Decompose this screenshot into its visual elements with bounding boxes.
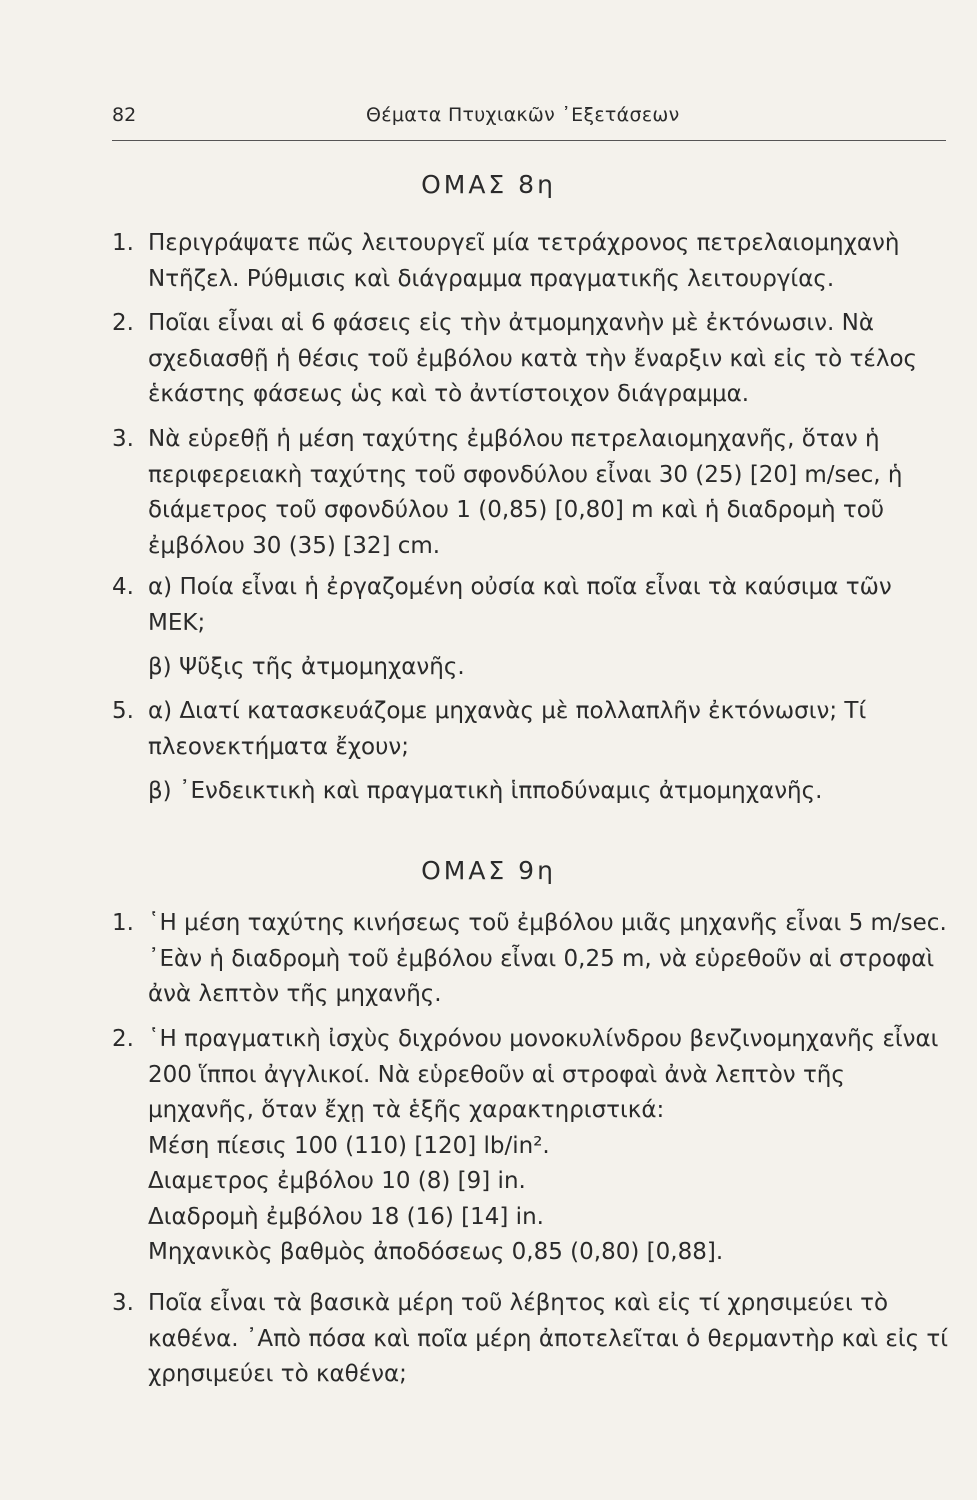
question-text: Περιγράψατε πῶς λειτουργεῖ μία τετράχρονος πετρελαιομηχανὴ Ντῆζελ. Ρύθμισις καὶ διάγραμμα πραγματικῆς λειτουργίας.	[148, 230, 900, 292]
question-number: 1.	[112, 230, 134, 256]
spec-line: Διαμετρος ἐμβόλου 10 (8) [9] in.	[148, 1168, 526, 1194]
question-part-a: α) Ποία εἶναι ἡ ἐργαζομένη οὐσία καὶ ποῖα εἶναι τὰ καύσιμα τῶν ΜΕΚ;	[148, 574, 892, 636]
question-8-1	[112, 226, 952, 297]
page-number: 82	[112, 104, 137, 126]
question-9-1	[112, 906, 952, 1013]
question-number: 2.	[112, 310, 134, 336]
spec-line: Διαδρομὴ ἐμβόλου 18 (16) [14] in.	[148, 1203, 544, 1230]
question-text: Νὰ εὑρεθῇ ἡ μέση ταχύτης ἐμβόλου πετρελαιομηχανῆς, ὅταν ἡ περιφερειακὴ ταχύτης τοῦ σφονδύλου εἶναι 30 (25) [20] m/sec, ἡ διάμετρος τοῦ σφονδύλου 1 (0,85) [0,80] m καὶ ἡ διαδρομὴ τοῦ ἐμβόλου 30 (35) [32] cm.	[148, 426, 903, 559]
question-part-a: α) Διατί κατασκευάζομε μηχανὰς μὲ πολλαπλῆν ἐκτόνωσιν; Τί πλεονεκτήματα ἔχουν;	[148, 698, 867, 760]
group-title-8: ΟΜΑΣ 8η	[421, 170, 556, 199]
question-9-2	[112, 1022, 952, 1271]
page-header	[112, 98, 946, 138]
question-text: ῾Η μέση ταχύτης κινήσεως τοῦ ἐμβόλου μιᾶς μηχανῆς εἶναι 5 m/sec. ᾿Εὰν ἡ διαδρομὴ τοῦ ἐμβόλου εἶναι 0,25 m, νὰ εὑρεθοῦν αἱ στροφαὶ ἀνὰ λεπτὸν τῆς μηχανῆς.	[148, 910, 947, 1007]
question-8-4	[112, 570, 952, 686]
header-rule	[112, 140, 946, 141]
question-8-3	[112, 422, 952, 564]
question-number: 4.	[112, 574, 134, 600]
spec-line: Μέση πίεσις 100 (110) [120] lb/in².	[148, 1132, 550, 1159]
question-number: 5.	[112, 698, 134, 724]
question-number: 3.	[112, 426, 134, 452]
question-8-2	[112, 306, 952, 413]
question-number: 3.	[112, 1290, 134, 1316]
spec-line: Μηχανικὸς βαθμὸς ἀποδόσεως 0,85 (0,80) [0,88].	[148, 1239, 724, 1265]
question-text: ῾Η πραγματικὴ ἰσχὺς διχρόνου μονοκυλίνδρου βενζινομηχανῆς εἶναι 200 ἵπποι ἀγγλικοί. Νὰ εὑρεθοῦν αἱ στροφαὶ ἀνὰ λεπτὸν τῆς μηχανῆς, ὅταν ἔχῃ τὰ ἑξῆς χαρακτηριστικά:	[148, 1026, 939, 1123]
question-8-5	[112, 694, 952, 810]
running-title: Θέματα Πτυχιακῶν ᾿Εξετάσεων	[366, 104, 680, 126]
question-text: Ποῖαι εἶναι αἱ 6 φάσεις εἰς τὴν ἀτμομηχανὴν μὲ ἐκτόνωσιν. Νὰ σχεδιασθῇ ἡ θέσις τοῦ ἐμβόλου κατὰ τὴν ἔναρξιν καὶ εἰς τὸ τέλος ἑκάστης φάσεως ὡς καὶ τὸ ἀντίστοιχον διάγραμμα.	[148, 310, 918, 407]
question-number: 1.	[112, 910, 134, 936]
question-text: Ποῖα εἶναι τὰ βασικὰ μέρη τοῦ λέβητος καὶ εἰς τί χρησιμεύει τὸ καθένα. ᾿Απὸ πόσα καὶ ποῖα μέρη ἀποτελεῖται ὁ θερμαντὴρ καὶ εἰς τί χρησιμεύει τὸ καθένα;	[148, 1290, 949, 1387]
question-number: 2.	[112, 1026, 134, 1052]
question-9-3	[112, 1286, 952, 1393]
group-title-9: ΟΜΑΣ 9η	[421, 856, 556, 885]
question-part-b: β) ᾿Ενδεικτικὴ καὶ πραγματικὴ ἱπποδύναμις ἀτμομηχανῆς.	[148, 778, 823, 804]
question-part-b: β) Ψῦξις τῆς ἀτμομηχανῆς.	[148, 654, 465, 680]
